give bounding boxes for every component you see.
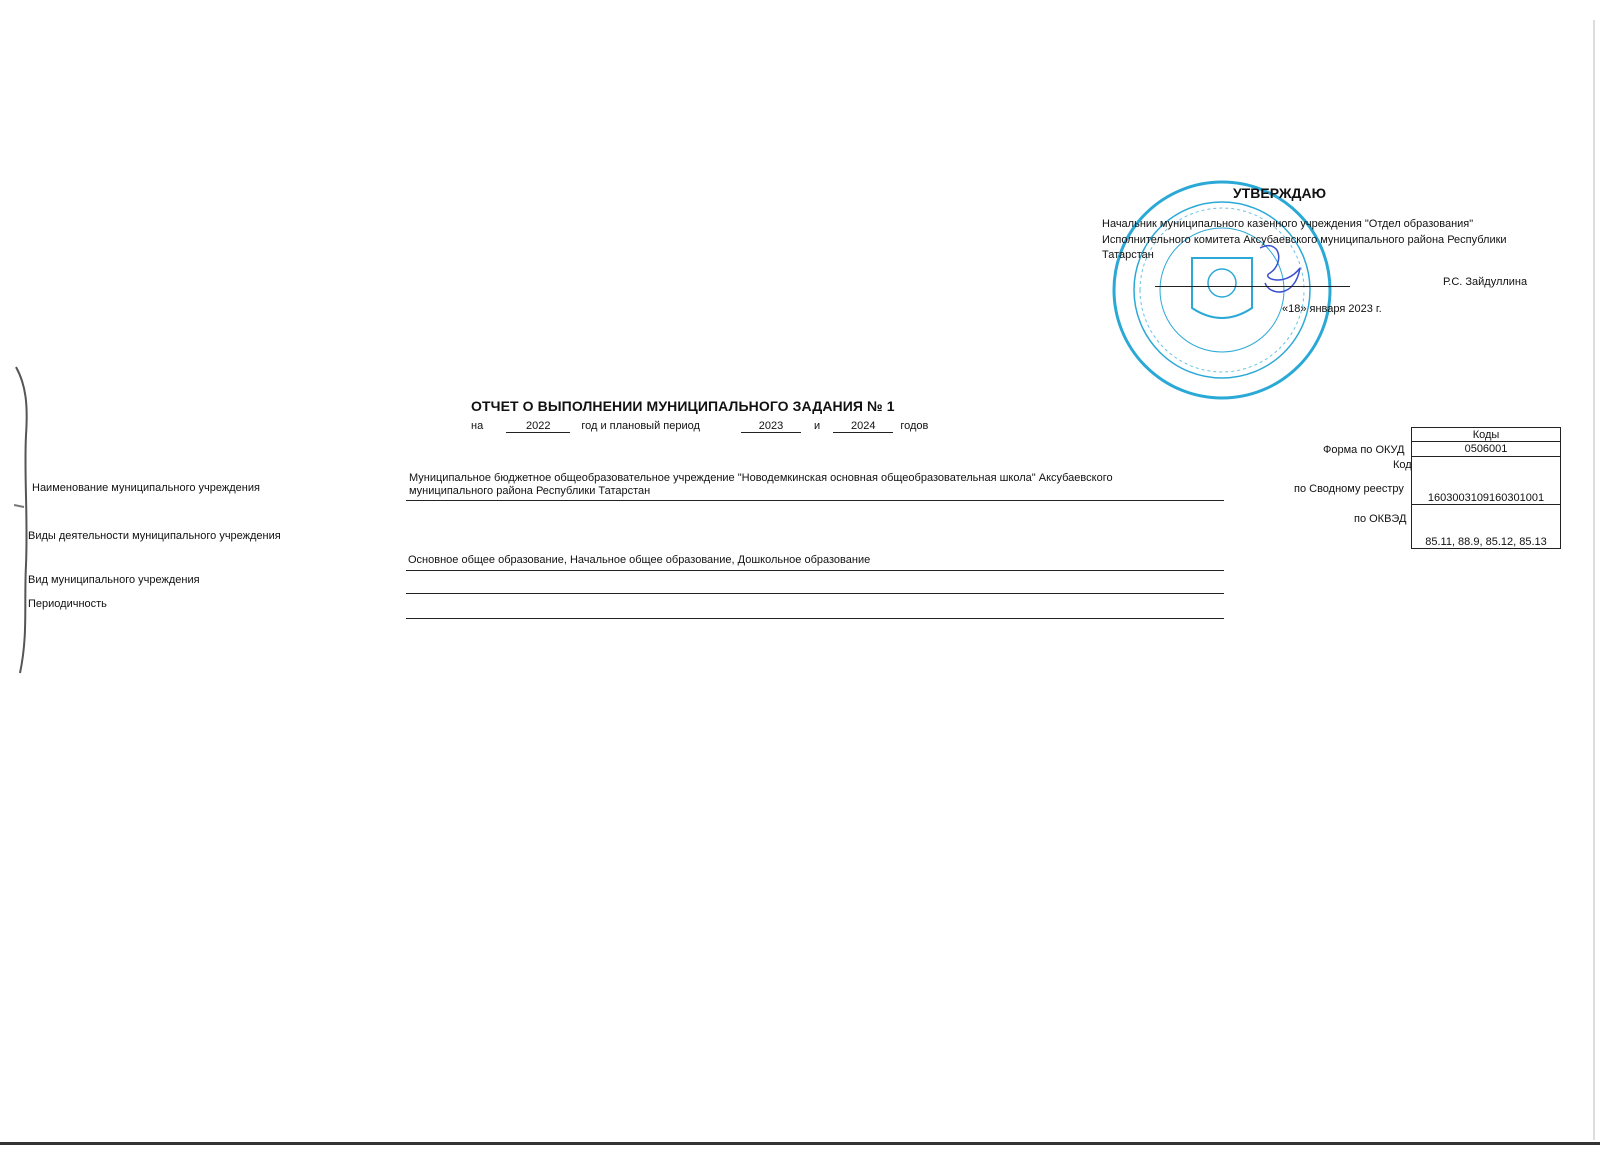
approver-position-line1: Начальник муниципального казенного учреждения "Отдел образования" xyxy=(1102,218,1474,230)
approver-position-line2: Исполнительного комитета Аксубаевского муниципального района Республики xyxy=(1102,234,1507,246)
plan-year-2: 2024 xyxy=(833,420,893,433)
kind-underline xyxy=(406,593,1224,594)
report-year: 2022 xyxy=(506,420,570,433)
approval-heading: УТВЕРЖДАЮ xyxy=(1233,185,1327,201)
institution-name-label: Наименование муниципального учреждения xyxy=(32,482,260,494)
and-word: и xyxy=(814,420,821,432)
institution-kind-label: Вид муниципального учреждения xyxy=(28,574,200,586)
activity-value: Основное общее образование, Начальное общее образование, Дошкольное образование xyxy=(408,554,871,566)
okved-value: 85.11, 88.9, 85.12, 85.13 xyxy=(1412,505,1561,549)
page-edge xyxy=(1593,20,1595,1140)
on-word: на xyxy=(471,420,484,432)
scan-bottom-edge xyxy=(0,1142,1600,1145)
codes-header: Коды xyxy=(1412,428,1561,442)
periodicity-label: Периодичность xyxy=(28,598,107,610)
registry-label: по Сводному реестру xyxy=(1294,483,1404,495)
institution-name-line1: Муниципальное бюджетное общеобразовательное учреждение "Новодемкинская основная общеобразовательная школа" Аксубаевского xyxy=(409,472,1113,484)
activity-label: Виды деятельности муниципального учреждения xyxy=(28,530,281,542)
codes-table xyxy=(1411,427,1561,549)
approver-name: Р.С. Зайдуллина xyxy=(1443,276,1528,288)
binding-thread xyxy=(14,365,28,675)
approval-date: «18» января 2023 г. xyxy=(1282,303,1382,315)
period-row xyxy=(471,420,928,433)
plan-year-1: 2023 xyxy=(741,420,801,433)
periodicity-underline xyxy=(406,618,1224,619)
okved-label: по ОКВЭД xyxy=(1354,513,1407,525)
institution-name-line2: муниципального района Республики Татарстан xyxy=(409,485,651,497)
activity-underline xyxy=(406,570,1224,571)
signature-line xyxy=(1155,286,1350,287)
okud-label: Форма по ОКУД xyxy=(1323,444,1405,456)
official-seal xyxy=(1110,178,1335,403)
period-text: год и плановый период xyxy=(581,420,700,432)
okud-value: 0506001 xyxy=(1412,442,1561,457)
institution-name-underline xyxy=(406,500,1224,501)
report-title: ОТЧЕТ О ВЫПОЛНЕНИИ МУНИЦИПАЛЬНОГО ЗАДАНИЯ № 1 xyxy=(471,398,895,414)
kod-label: Код xyxy=(1393,459,1412,471)
approver-position-line3: Татарстан xyxy=(1102,249,1154,261)
years-word: годов xyxy=(900,420,929,432)
registry-value: 1603003109160301001 xyxy=(1412,457,1561,505)
